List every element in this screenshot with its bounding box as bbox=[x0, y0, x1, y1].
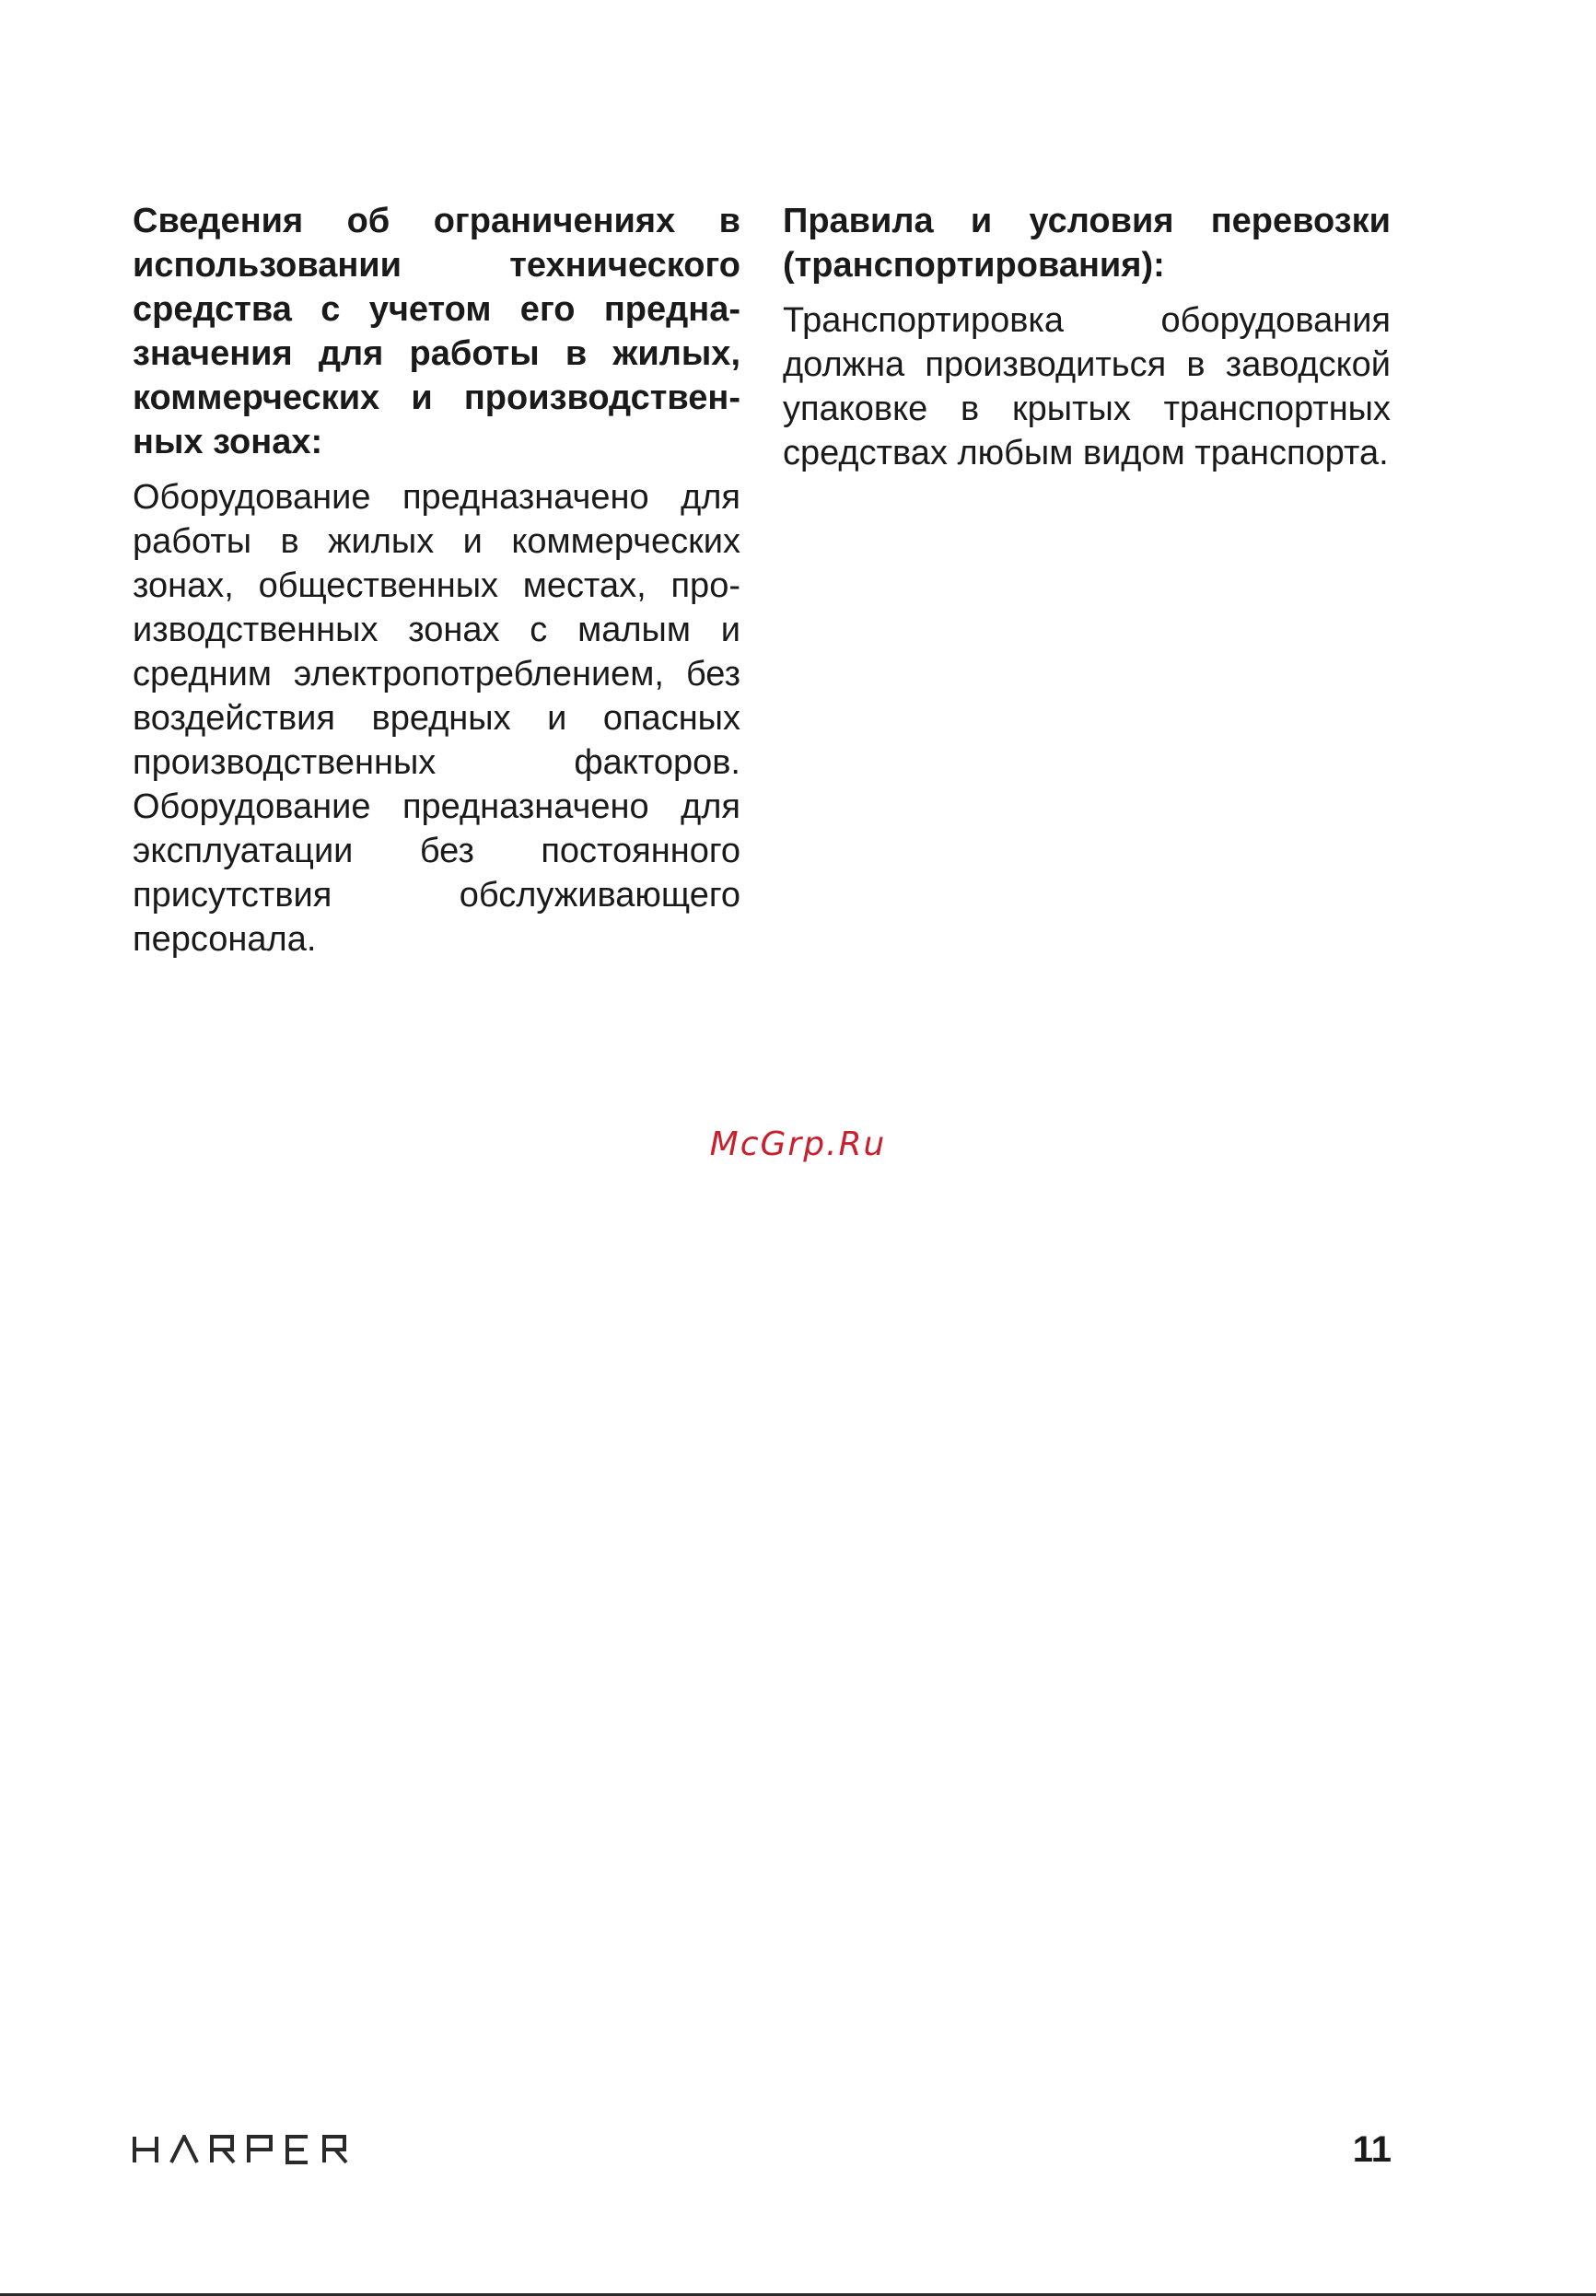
watermark[interactable]: McGrp.Ru bbox=[709, 1125, 887, 1163]
transport-heading: Правила и условия перевозки (транспортирования): bbox=[783, 202, 1391, 285]
restrictions-body: Оборудование предназначено для работы в жилых и коммерческих зонах, общественных местах, производственных зонах с малым и средним электропотреблением, без воздействия вредных и опасных производственных факторов. Оборудование предназначено для эксплуатации без постоянного присутствия обслуживающего персонала. bbox=[133, 478, 740, 959]
restrictions-heading: Сведения об ограничениях в использовании технического средства с учетом его предназначения для работы в жилых, коммерческих и производственных зонах: bbox=[133, 202, 740, 461]
transport-body: Транспортировка оборудования должна производиться в заводской упаковке в крытых транспортных средствах любым видом транспорта. bbox=[783, 301, 1391, 472]
harper-logo bbox=[133, 2135, 355, 2164]
right-column bbox=[783, 199, 1391, 475]
page-number: 11 bbox=[1352, 2129, 1392, 2170]
left-column bbox=[133, 199, 740, 962]
